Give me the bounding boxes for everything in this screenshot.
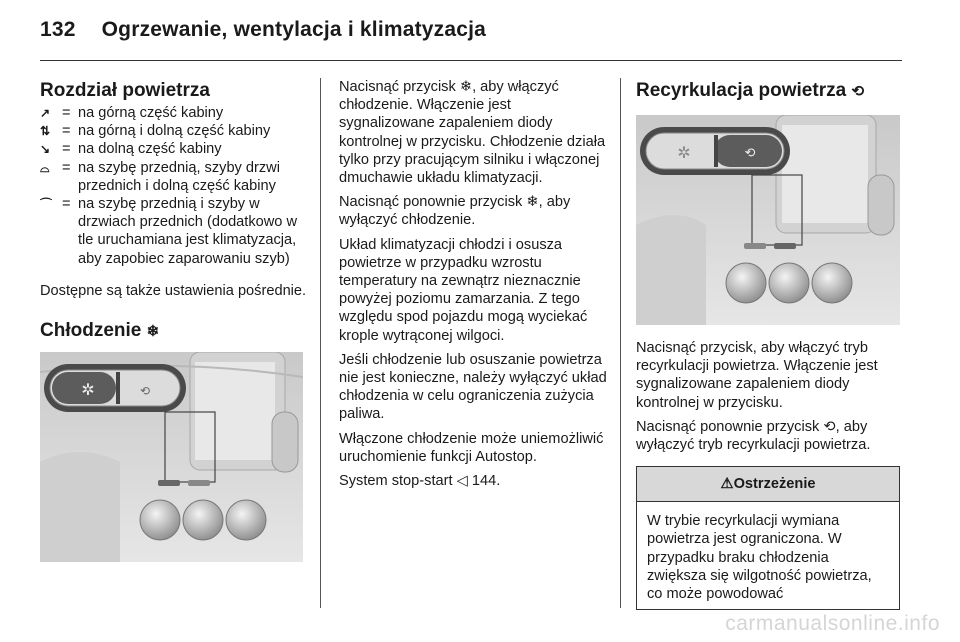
svg-text:✲: ✲ — [81, 382, 95, 400]
watermark: carmanualsonline.info — [725, 612, 940, 635]
snowflake-icon: ❄ — [526, 194, 539, 211]
air-distribution-heading: Rozdział powietrza — [40, 80, 210, 101]
recirculation-icon: ⟲ — [823, 418, 836, 435]
page-reference-link[interactable]: 144. — [471, 473, 501, 490]
windscreen-feet-airflow-icon: ⌓ — [40, 160, 50, 175]
snowflake-icon: ❄ — [146, 323, 160, 341]
recirculation-section — [636, 80, 902, 610]
recirculation-paragraph-2: Nacisnąć ponownie przycisk ⟲, aby wyłączyć tryb recyrkulacji powietrza. — [636, 418, 871, 454]
recirculation-icon: ⟲ — [851, 83, 865, 100]
cooling-text-section — [339, 78, 607, 490]
windscreen-airflow-icon: ⌒ — [40, 197, 53, 212]
dashboard-illustration — [40, 352, 303, 562]
warning-box — [636, 466, 900, 610]
column-divider — [320, 78, 321, 608]
warning-triangle-icon: ⚠ — [720, 476, 734, 493]
cooling-paragraph-3: Układ klimatyzacji chłodzi i osusza powietrze w przypadku wzrostu temperatury na zewnątrz nieznacznie powyżej poziomu zamarzania. Z tego względu spod pojazdu mogą wyciekać krople wytrąconej wilgoci. — [339, 236, 588, 344]
svg-text:⟲: ⟲ — [139, 384, 151, 399]
dashboard-illustration — [636, 115, 900, 325]
distribution-item: ↘ = na dolną część kabiny — [40, 141, 222, 158]
stop-start-reference: System stop-start ◁ 144. — [339, 473, 501, 490]
head-feet-airflow-icon: ⇅ — [40, 124, 51, 139]
column-divider — [620, 78, 621, 608]
recirculation-heading: Recyrkulacja powietrza ⟲ — [636, 80, 865, 101]
feet-airflow-icon: ↘ — [40, 142, 51, 157]
cooling-paragraph-5: Włączone chłodzenie może uniemożliwić uruchomienie funkcji Autostop. — [339, 430, 604, 465]
header-rule — [40, 60, 902, 61]
recirculation-paragraph-1: Nacisnąć przycisk, aby włączyć tryb recyrkulacji powietrza. Włączenie jest sygnalizowane zapaleniem diody kontrolnej w przycisku. — [636, 340, 878, 411]
snowflake-icon: ❄ — [459, 79, 473, 95]
page-title: Ogrzewanie, wentylacja i klimatyzacja — [101, 18, 487, 41]
air-distribution-section — [40, 80, 310, 562]
distribution-item: ⌓ = na szybę przednią, szyby drzwi przednich i dolną część kabiny — [40, 159, 280, 194]
page-ref-arrow-icon: ◁ — [456, 473, 468, 490]
warning-title: Ostrzeżenie — [733, 476, 816, 493]
page-number: 132 — [40, 18, 76, 41]
cooling-button-photo — [40, 352, 303, 562]
warning-text: W trybie recyrkulacji wymiana powietrza jest ograniczona. W przypadku braku chłodzenia zwiększa się wilgotność powietrza, co może powodować — [647, 513, 872, 603]
warning-header — [637, 467, 899, 502]
head-airflow-icon: ↗ — [40, 106, 51, 120]
intermediate-settings-note: Dostępne są także ustawienia pośrednie. — [40, 282, 307, 299]
distribution-item: ⇅ = na górną i dolną część kabiny — [40, 123, 271, 140]
recirculation-button-photo — [636, 115, 900, 325]
distribution-item: ↗ = na górną część kabiny — [40, 105, 224, 121]
cooling-heading: Chłodzenie ❄ — [40, 320, 160, 342]
distribution-item: ⌒ = na szybę przednią i szyby w drzwiach przednich (dodatkowo w tle uruchamiana jest klimatyzacja, aby zapobiec zaparowaniu szyb) — [40, 196, 298, 267]
svg-text:⟲: ⟲ — [744, 145, 756, 160]
cooling-paragraph-2: Nacisnąć ponownie przycisk ❄, aby wyłączyć chłodzenie. — [339, 194, 571, 229]
cooling-paragraph-1: Nacisnąć przycisk ❄, aby włączyć chłodzenie. Włączenie jest sygnalizowane zapaleniem diody kontrolnej w przycisku. Chłodzenie działa tylko przy pracującym silniku i włączonej dmuchawie układu klimatyzacji. — [339, 79, 606, 187]
svg-text:✲: ✲ — [677, 145, 691, 162]
cooling-paragraph-4: Jeśli chłodzenie lub osuszanie powietrza nie jest konieczne, należy wyłączyć układ chłodzenia w celu ograniczenia zużycia paliwa. — [339, 351, 607, 423]
page-header — [40, 18, 486, 42]
